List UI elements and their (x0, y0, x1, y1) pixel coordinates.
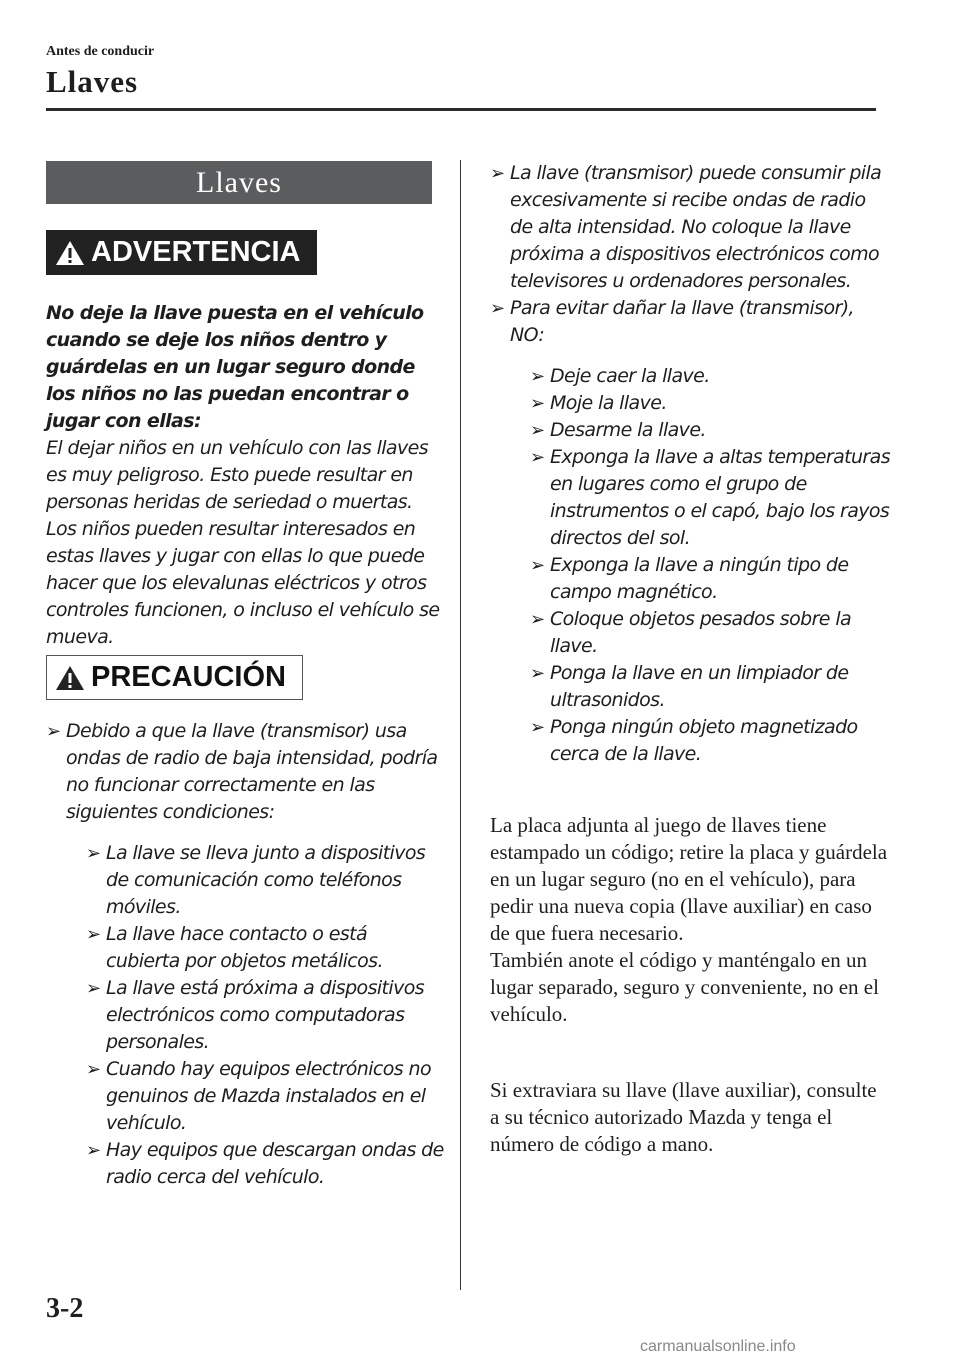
warning-label (46, 230, 317, 275)
list-item: ➢ Ponga la llave en un limpiador de ultrasonidos. (530, 662, 849, 711)
caution-list-left (46, 718, 446, 1191)
warning-text (46, 300, 446, 651)
bullet-arrow-icon: ➢ (530, 447, 545, 468)
bullet-arrow-icon: ➢ (86, 1059, 101, 1080)
bullet-arrow-icon: ➢ (530, 609, 545, 630)
list-item: ➢ Exponga la llave a altas temperaturas en lugares como el grupo de instrumentos o el capó, bajo los rayos directos del sol. (530, 446, 890, 549)
bullet-arrow-icon: ➢ (490, 298, 505, 319)
bullet-arrow-icon: ➢ (86, 843, 101, 864)
warning-label-text: ADVERTENCIA (91, 236, 301, 268)
list-item: ➢ Debido a que la llave (transmisor) usa ondas de radio de baja intensidad, podría no funcionar correctamente en las siguientes condiciones: ➢ La llave se lleva junto a dispositivos de comunicación como teléfonos móviles. ➢ La llave hace contacto o está cubierta por objetos metálicos. ➢ La llave está próxima a dispositivos electrónicos como computadoras personales. ➢ Cuando hay equipos electrónicos no genuinos de Mazda instalados en el vehículo. ➢ Hay equipos que descargan ondas de radio cerca del vehículo. (46, 718, 446, 1191)
list-item: ➢ Para evitar dañar la llave (transmisor), NO: ➢ Deje caer la llave. ➢ Moje la llave. ➢ Desarme la llave. ➢ Exponga la llave a altas temperaturas en lugares como el grupo de instrumentos o el capó, bajo los rayos directos del sol. ➢ Exponga la llave a ningún tipo de campo magnético. ➢ Coloque objetos pesados sobre la llave. ➢ Ponga la llave en un limpiador de ultrasonidos. ➢ Ponga ningún objeto magnetizado cerca de la llave. (490, 295, 890, 768)
list-item: ➢ La llave está próxima a dispositivos electrónicos como computadoras personales. (86, 977, 425, 1053)
header-rule (46, 108, 876, 111)
list-item: ➢ Ponga ningún objeto magnetizado cerca de la llave. (530, 716, 858, 765)
warning-body-text: El dejar niños en un vehículo con las llaves es muy peligroso. Esto puede resultar en personas heridas de seriedad o muertas. Los niños pueden resultar interesados en estas llaves y jugar con ellas lo que puede hacer que los elevalunas eléctricos y otros controles funcionen, o incluso el vehículo se mueva. (46, 437, 440, 648)
list-item: ➢ Hay equipos que descargan ondas de radio cerca del vehículo. (86, 1139, 444, 1188)
bullet-arrow-icon: ➢ (46, 721, 61, 742)
bullet-arrow-icon: ➢ (530, 555, 545, 576)
column-divider (460, 160, 461, 1290)
bullet-arrow-icon: ➢ (86, 924, 101, 945)
caution-label-text: PRECAUCIÓN (91, 661, 286, 693)
page-number: 3-2 (46, 1293, 84, 1324)
caution-triangle-icon (55, 664, 85, 692)
warning-bold-text: No deje la llave puesta en el vehículo cuando se deje los niños dentro y guárdelas en un lugar seguro donde los niños no las puedan encontrar o jugar con ellas: (46, 302, 424, 432)
list-item: ➢ Moje la llave. (530, 390, 890, 417)
list-item: ➢ La llave hace contacto o está cubierta por objetos metálicos. (86, 923, 383, 972)
body-paragraph-code: La placa adjunta al juego de llaves tiene estampado un código; retire la placa y guárdela en un lugar seguro (no en el vehículo), para pedir una nueva copia (llave auxiliar) en caso de que fuera necesario. También anote el código y manténgalo en un lugar separado, seguro y conveniente, no en el vehículo. (490, 813, 888, 1026)
list-item: ➢ Desarme la llave. (530, 417, 890, 444)
bullet-arrow-icon: ➢ (490, 163, 505, 184)
list-item: ➢ Cuando hay equipos electrónicos no genuinos de Mazda instalados en el vehículo. (86, 1058, 431, 1134)
section-title: Llaves (46, 161, 432, 204)
caution-label (46, 655, 303, 700)
bullet-arrow-icon: ➢ (530, 717, 545, 738)
list-item: ➢ Exponga la llave a ningún tipo de campo magnético. (530, 554, 849, 603)
bullet-arrow-icon: ➢ (530, 420, 545, 441)
bullet-arrow-icon: ➢ (530, 366, 545, 387)
body-paragraph-lost-key: Si extraviara su llave (llave auxiliar), consulte a su técnico autorizado Mazda y tenga el número de código a mano. (490, 1078, 877, 1156)
bullet-arrow-icon: ➢ (530, 663, 545, 684)
list-item: ➢ La llave (transmisor) puede consumir pila excesivamente si recibe ondas de radio de alta intensidad. No coloque la llave próxima a dispositivos electrónicos como televisores u ordenadores personales. (490, 162, 882, 292)
list-item: ➢ Deje caer la llave. (530, 363, 890, 390)
chapter-label: Antes de conducir (46, 44, 155, 59)
caution-list-right (490, 160, 890, 768)
bullet-arrow-icon: ➢ (86, 978, 101, 999)
page-title: Llaves (46, 64, 139, 99)
warning-triangle-icon (55, 239, 85, 267)
list-item: ➢ Coloque objetos pesados sobre la llave. (530, 608, 852, 657)
list-item: ➢ La llave se lleva junto a dispositivos de comunicación como teléfonos móviles. (86, 842, 426, 918)
bullet-arrow-icon: ➢ (530, 393, 545, 414)
bullet-arrow-icon: ➢ (86, 1140, 101, 1161)
watermark: carmanualsonline.info (640, 1338, 796, 1355)
